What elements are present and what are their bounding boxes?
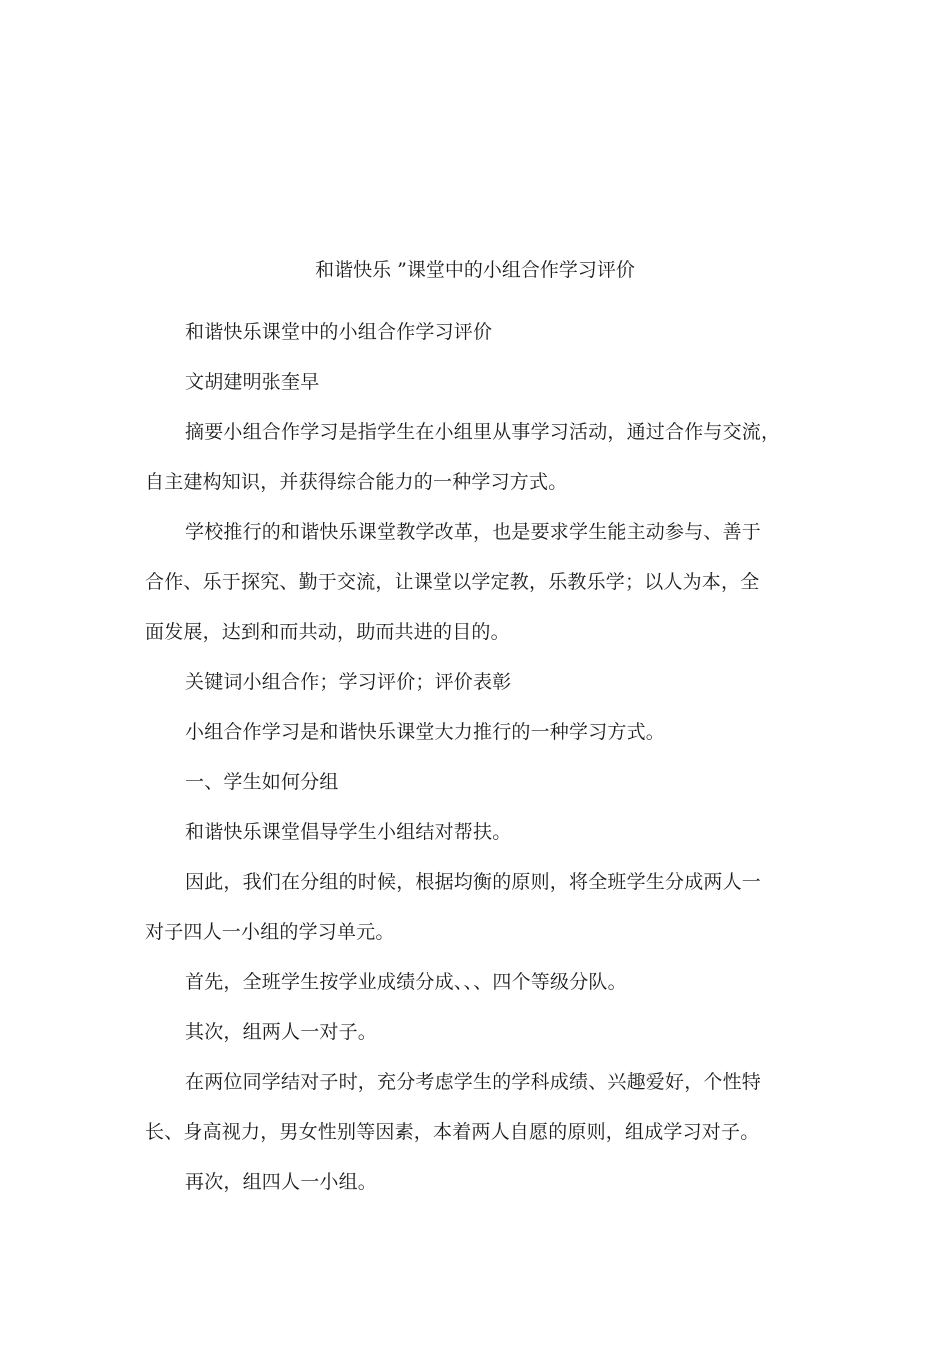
paragraph-pair-factors-line-1: 在两位同学结对子时，充分考虑学生的学科成绩、兴趣爱好，个性特 xyxy=(185,1071,762,1093)
document-subtitle: 和谐快乐课堂中的小组合作学习评价 xyxy=(185,321,493,343)
intro-paragraph: 小组合作学习是和谐快乐课堂大力推行的一种学习方式。 xyxy=(185,721,666,743)
abstract-line-1: 摘要小组合作学习是指学生在小组里从事学习活动，通过合作与交流， xyxy=(185,421,781,443)
paragraph-second-step: 其次，组两人一对子。 xyxy=(185,1021,378,1043)
authors-line: 文胡建明张奎早 xyxy=(185,371,320,393)
reform-paragraph-line-2: 合作、乐于探究、勤于交流，让课堂以学定教，乐教乐学；以人为本，全 xyxy=(145,571,760,593)
document-title: 和谐快乐 ”课堂中的小组合作学习评价 xyxy=(315,259,635,281)
section-heading: 一、学生如何分组 xyxy=(185,771,339,793)
reform-paragraph-line-3: 面发展，达到和而共动，助而共进的目的。 xyxy=(145,621,510,643)
reform-paragraph-line-1: 学校推行的和谐快乐课堂教学改革，也是要求学生能主动参与、善于 xyxy=(185,521,762,543)
paragraph-pair-factors-line-2: 长、身高视力，男女性别等因素，本着两人自愿的原则，组成学习对子。 xyxy=(145,1121,760,1143)
paragraph-grouping-line-1: 因此，我们在分组的时候，根据均衡的原则，将全班学生分成两人一 xyxy=(185,871,762,893)
abstract-line-2: 自主建构知识，并获得综合能力的一种学习方式。 xyxy=(145,471,568,493)
paragraph-pairing: 和谐快乐课堂倡导学生小组结对帮扶。 xyxy=(185,821,512,843)
paragraph-first-step: 首先，全班学生按学业成绩分成、、、四个等级分队。 xyxy=(185,971,627,993)
paragraph-third-step: 再次，组四人一小组。 xyxy=(185,1171,378,1193)
keywords-line: 关键词小组合作；学习评价；评价表彰 xyxy=(185,671,512,693)
paragraph-grouping-line-2: 对子四人一小组的学习单元。 xyxy=(145,921,395,943)
